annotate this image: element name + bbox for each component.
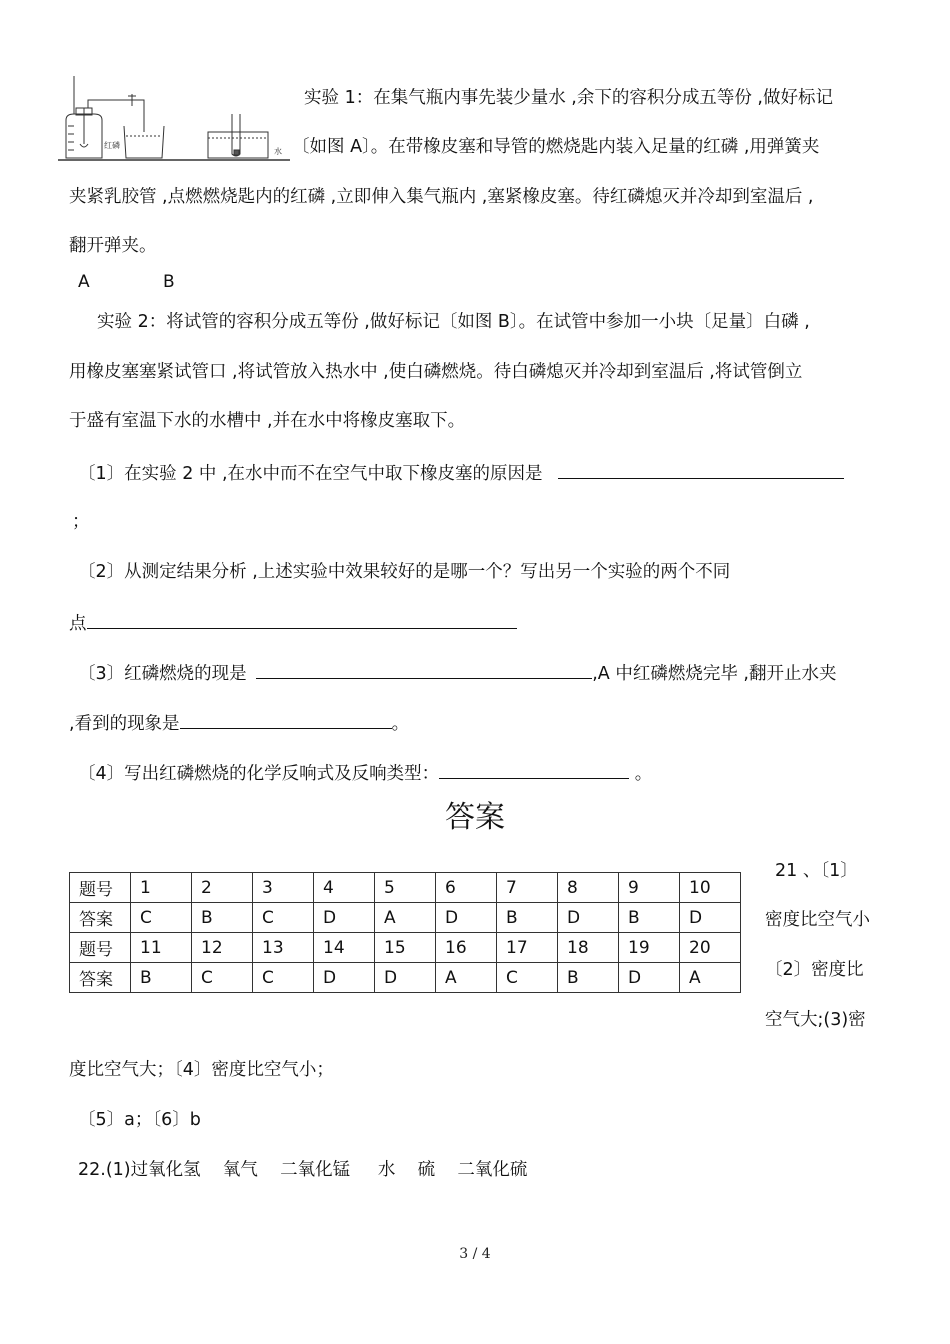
- answer-blank-4[interactable]: [439, 760, 629, 779]
- question-3-tail: ,A 中红磷燃烧完毕 ,翻开止水夹: [592, 664, 837, 684]
- label-red-phosphorus: 红磷: [104, 141, 120, 150]
- table-cell: D: [314, 903, 375, 933]
- spoon-bowl: [80, 144, 88, 147]
- figure-caption-b: B: [163, 272, 175, 292]
- table-cell: D: [619, 963, 680, 993]
- table-row: [70, 933, 741, 963]
- table-cell: 7: [497, 873, 558, 903]
- question-3-line2-end: 。: [391, 714, 410, 734]
- question-2-prefix: 点: [69, 614, 87, 634]
- question-3-line1: [78, 660, 836, 686]
- page-number: 3 / 4: [459, 1246, 491, 1262]
- connecting-tube: [88, 100, 144, 132]
- table-cell: 9: [619, 873, 680, 903]
- answer-blank-1[interactable]: [558, 460, 844, 479]
- answer-blank-2[interactable]: [87, 610, 517, 629]
- answer-blank-3b[interactable]: [180, 710, 392, 729]
- question-4: [78, 760, 652, 786]
- answer-table: [69, 872, 741, 993]
- table-cell: D: [436, 903, 497, 933]
- table-cell: C: [497, 963, 558, 993]
- table-cell: 4: [314, 873, 375, 903]
- question-2-line2: [69, 610, 517, 636]
- answer-21-side4: 空气大;(3)密: [765, 1010, 866, 1030]
- answer-21-side2: 密度比空气小: [765, 910, 870, 930]
- exp2-line2: 用橡皮塞塞紧试管口 ,将试管放入热水中 ,使白磷燃烧。待白磷熄灭并冷却到室温后 ,将试管倒立: [69, 362, 803, 382]
- table-row: [70, 963, 741, 993]
- answer-21-parts-5-6: 〔5〕a；〔6〕b: [78, 1110, 201, 1130]
- table-cell: C: [253, 963, 314, 993]
- question-2-line1: 〔2〕从测定结果分析 ,上述实验中效果较好的是哪一个？写出另一个实验的两个不同: [78, 562, 731, 582]
- table-cell: 5: [375, 873, 436, 903]
- table-cell: D: [558, 903, 619, 933]
- stopper-b: [234, 150, 239, 155]
- exp2-line1: 实验 2：将试管的容积分成五等份 ,做好标记〔如图 B〕。在试管中参加一小块〔足量〕白磷 ,: [97, 312, 810, 332]
- exp1-line3: 夹紧乳胶管 ,点燃燃烧匙内的红磷 ,立即伸入集气瓶内 ,塞紧橡皮塞。待红磷熄灭并冷却到室温后 ,: [69, 187, 814, 207]
- table-cell: 答案: [70, 963, 131, 993]
- table-row: [70, 873, 741, 903]
- question-4-text: 〔4〕写出红磷燃烧的化学反响式及反响类型：: [78, 764, 440, 784]
- table-cell: 19: [619, 933, 680, 963]
- table-cell: 13: [253, 933, 314, 963]
- table-cell: C: [192, 963, 253, 993]
- table-cell: 18: [558, 933, 619, 963]
- table-cell: C: [131, 903, 192, 933]
- answer-21-side1: 21 、〔1〕: [775, 861, 858, 881]
- table-cell: 1: [131, 873, 192, 903]
- table-cell: B: [192, 903, 253, 933]
- table-cell: 14: [314, 933, 375, 963]
- question-1-end: ；: [72, 512, 90, 532]
- table-cell: 11: [131, 933, 192, 963]
- table-row: [70, 903, 741, 933]
- figure-caption-a: A: [78, 272, 90, 292]
- table-cell: 6: [436, 873, 497, 903]
- table-cell: A: [375, 903, 436, 933]
- exp1-line2: 〔如图 A〕。在带橡皮塞和导管的燃烧匙内装入足量的红磷 ,用弹簧夹: [292, 137, 820, 157]
- table-cell: 2: [192, 873, 253, 903]
- table-cell: 3: [253, 873, 314, 903]
- table-cell: D: [314, 963, 375, 993]
- table-cell: 答案: [70, 903, 131, 933]
- table-cell: 17: [497, 933, 558, 963]
- table-cell: D: [375, 963, 436, 993]
- table-cell: B: [558, 963, 619, 993]
- exp1-line4: 翻开弹夹。: [69, 236, 157, 256]
- table-cell: 题号: [70, 933, 131, 963]
- table-cell: 12: [192, 933, 253, 963]
- answer-blank-3a[interactable]: [256, 660, 592, 679]
- table-cell: 8: [558, 873, 619, 903]
- table-cell: 15: [375, 933, 436, 963]
- table-cell: A: [680, 963, 741, 993]
- question-1-text: 〔1〕在实验 2 中 ,在水中而不在空气中取下橡皮塞的原因是: [78, 464, 543, 484]
- table-cell: B: [497, 903, 558, 933]
- table-cell: 20: [680, 933, 741, 963]
- label-water: 水: [274, 147, 282, 156]
- answer-22: 22.(1)过氧化氢 氧气 二氧化锰 水 硫 二氧化硫: [78, 1160, 528, 1180]
- exp2-line3: 于盛有室温下水的水槽中 ,并在水中将橡皮塞取下。: [69, 411, 466, 431]
- answer-21-side3: 〔2〕密度比: [765, 960, 864, 980]
- answer-21-continued: 度比空气大；〔4〕密度比空气小；: [69, 1060, 334, 1080]
- table-cell: B: [619, 903, 680, 933]
- question-3-line2: [69, 710, 409, 736]
- table-cell: A: [436, 963, 497, 993]
- table-cell: 16: [436, 933, 497, 963]
- question-4-end: 。: [634, 764, 653, 784]
- table-cell: B: [131, 963, 192, 993]
- question-3-text: 〔3〕红磷燃烧的现是: [78, 664, 247, 684]
- table-cell: C: [253, 903, 314, 933]
- apparatus-figure: [58, 74, 292, 166]
- question-1: [78, 460, 844, 486]
- table-cell: D: [680, 903, 741, 933]
- table-cell: 10: [680, 873, 741, 903]
- question-3-line2-text: ,看到的现象是: [69, 714, 180, 734]
- answers-title: 答案: [445, 800, 505, 835]
- table-cell: 题号: [70, 873, 131, 903]
- exp1-line1: 实验 1：在集气瓶内事先装少量水 ,余下的容积分成五等份 ,做好标记: [304, 88, 833, 108]
